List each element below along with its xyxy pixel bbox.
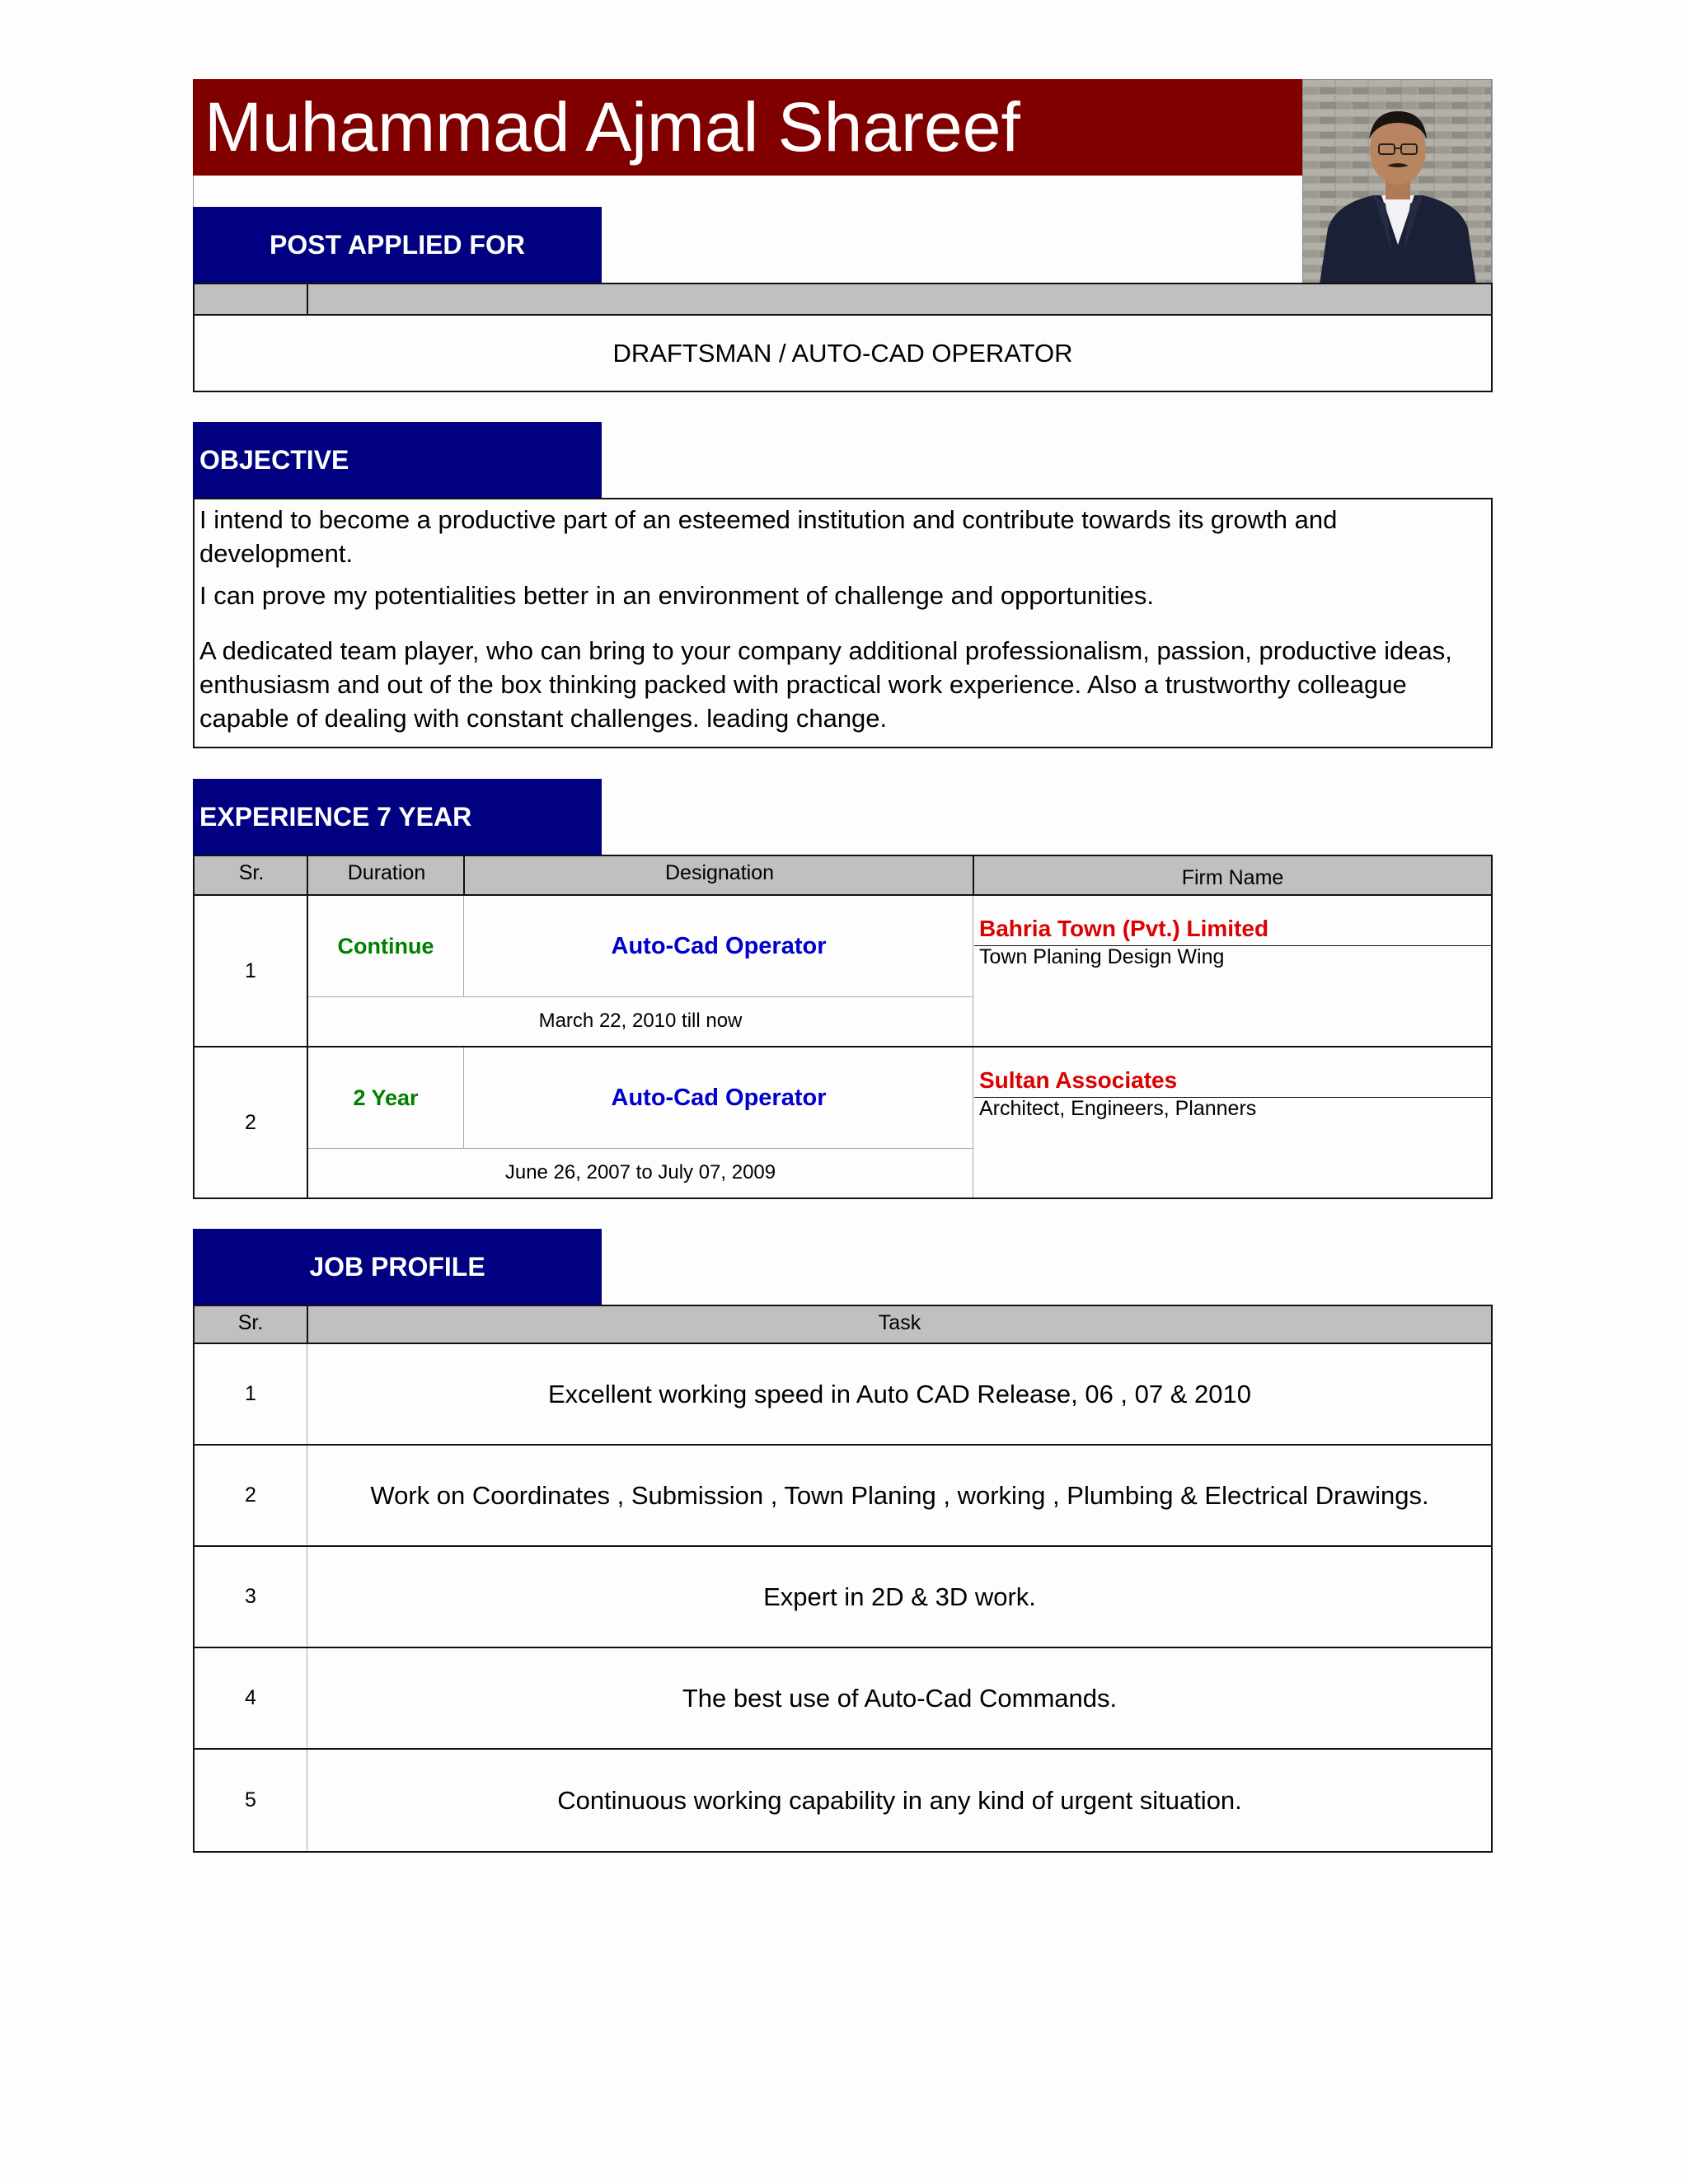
job-row-2-sr: 2 [245, 1483, 256, 1507]
job-profile-header-label: JOB PROFILE [309, 1251, 485, 1282]
profile-photo [1302, 79, 1492, 284]
exp-row-1-duration: Continue [337, 933, 434, 958]
post-applied-header-label: POST APPLIED FOR [270, 229, 525, 260]
job-row-5-task: Continuous working capability in any kind of urgent situation. [557, 1785, 1242, 1815]
exp-col-designation: Designation [664, 860, 775, 884]
experience-header-label: EXPERIENCE 7 YEAR [199, 801, 472, 832]
job-row-3-sr: 3 [245, 1585, 256, 1608]
exp-row-1-dates: March 22, 2010 till now [538, 1010, 743, 1032]
exp-row-2-firm: Sultan Associates [979, 1067, 1178, 1093]
objective-paragraph-1: I intend to become a productive part of an esteemed institution and contribute towards its growth and development. [199, 505, 1338, 568]
job-row-3-task: Expert in 2D & 3D work. [763, 1582, 1036, 1611]
experience-header [193, 779, 602, 855]
post-applied-value-box [193, 314, 1493, 392]
objective-header-label: OBJECTIVE [199, 444, 349, 475]
applicant-name: Muhammad Ajmal Shareef [204, 88, 1020, 166]
job-col-task: Task [878, 1310, 921, 1334]
job-col-sr: Sr. [237, 1310, 264, 1334]
exp-row-2-duration: 2 Year [353, 1085, 419, 1110]
exp-row-1-firm-sub: Town Planing Design Wing [979, 945, 1225, 968]
objective-box [193, 498, 1493, 748]
objective-paragraph-3: A dedicated team player, who can bring to your company additional professionalism, passion, productive ideas, enthusiasm and out of the box thinking packed with practical work experience. Also a trustworthy colleague capable of dealing with constant challenges. leading change. [199, 636, 1452, 733]
exp-col-duration: Duration [347, 860, 426, 884]
exp-col-sr: Sr. [238, 860, 265, 884]
post-grey-row [193, 283, 1493, 316]
job-row-1-task: Excellent working speed in Auto CAD Release, 06 , 07 & 2010 [547, 1379, 1251, 1408]
exp-row-2-dates: June 26, 2007 to July 07, 2009 [504, 1161, 776, 1183]
exp-row-2-designation: Auto-Cad Operator [611, 1084, 827, 1111]
exp-row-1-sr: 1 [245, 958, 256, 982]
post-applied-header [193, 207, 602, 283]
exp-row-1-designation: Auto-Cad Operator [611, 932, 827, 959]
exp-col-firm: Firm Name [1181, 865, 1284, 889]
job-row-5-sr: 5 [245, 1788, 256, 1811]
job-profile-table [193, 1305, 1493, 1853]
job-row-4-sr: 4 [245, 1686, 256, 1709]
job-profile-header [193, 1229, 602, 1305]
job-row-1-sr: 1 [245, 1382, 256, 1405]
experience-table [193, 855, 1493, 1199]
exp-row-1-firm: Bahria Town (Pvt.) Limited [979, 916, 1269, 941]
objective-header [193, 422, 602, 498]
job-row-4-task: The best use of Auto-Cad Commands. [682, 1683, 1118, 1713]
post-applied-value: DRAFTSMAN / AUTO-CAD OPERATOR [612, 338, 1073, 368]
objective-paragraph-2: I can prove my potentialities better in an environment of challenge and opportunities. [199, 581, 1155, 610]
exp-row-2-sr: 2 [245, 1110, 256, 1134]
job-row-2-task: Work on Coordinates , Submission , Town Planing , working , Plumbing & Electrical Drawings. [370, 1480, 1429, 1510]
exp-row-2-firm-sub: Architect, Engineers, Planners [979, 1097, 1257, 1120]
